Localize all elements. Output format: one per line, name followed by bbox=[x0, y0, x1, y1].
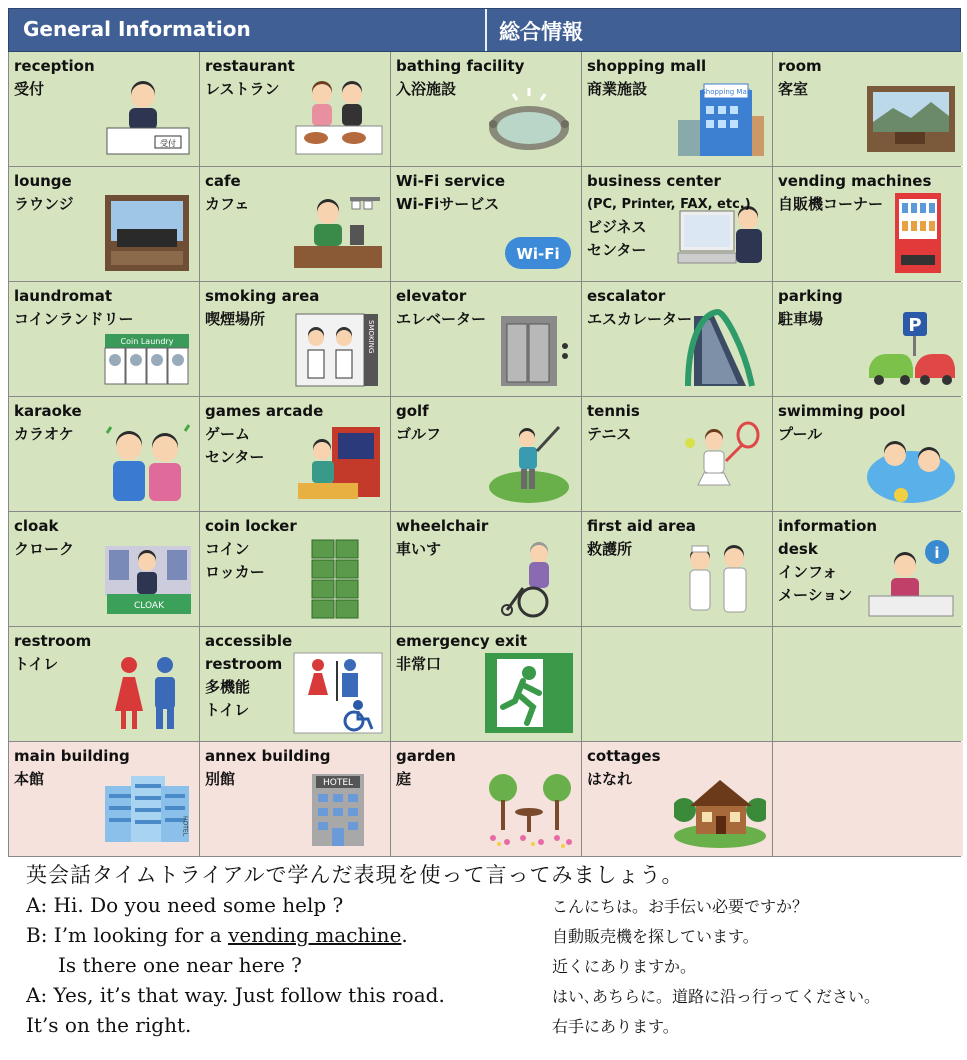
facility-cell-cottages bbox=[582, 742, 772, 856]
facility-name-ja2: メーション bbox=[778, 586, 853, 604]
empty-cell bbox=[773, 742, 963, 856]
facility-name-ja: 別館 bbox=[205, 770, 236, 788]
facility-cell-business-center bbox=[582, 167, 772, 281]
facility-cell-room bbox=[773, 52, 963, 166]
facility-name-ja: 救護所 bbox=[587, 540, 633, 558]
svg-text:Coin Laundry: Coin Laundry bbox=[120, 337, 174, 346]
facility-name-en: escalator bbox=[587, 287, 666, 305]
facility-label bbox=[587, 170, 751, 262]
facility-name-ja: 商業施設 bbox=[587, 80, 648, 98]
facility-name-ja: レストラン bbox=[205, 80, 280, 98]
facility-name-en: games arcade bbox=[205, 402, 324, 420]
dialog-line bbox=[26, 920, 956, 950]
facility-cell-shopping-mall bbox=[582, 52, 772, 166]
facility-label bbox=[587, 55, 706, 101]
facility-label bbox=[396, 400, 441, 446]
dialog-en-post: . bbox=[401, 923, 408, 947]
facility-label bbox=[778, 170, 931, 216]
header-title-ja: 総合情報 bbox=[499, 20, 583, 44]
facility-label bbox=[205, 515, 297, 584]
facility-name-ja: 多機能 bbox=[205, 678, 251, 696]
facility-label bbox=[778, 515, 877, 607]
dialog-line bbox=[26, 980, 956, 1010]
facility-label bbox=[205, 55, 295, 101]
facility-name-ja: 本館 bbox=[14, 770, 45, 788]
facility-name-en: annex building bbox=[205, 747, 331, 765]
info-sheet bbox=[8, 8, 961, 857]
facility-name-ja2: センター bbox=[587, 241, 647, 259]
facility-cell-swimming-pool bbox=[773, 397, 963, 511]
facility-label bbox=[14, 630, 91, 676]
facility-name-ja2: トイレ bbox=[205, 701, 250, 719]
facility-label bbox=[14, 400, 82, 446]
dialog-ja: こんにちは。お手伝い必要ですか？ bbox=[552, 897, 809, 916]
dialog-intro: 英会話タイムトライアルで学んだ表現を使って言ってみましょう。 bbox=[26, 863, 684, 887]
facility-name-ja: エスカレーター bbox=[587, 310, 693, 328]
facility-name-ja: コイン bbox=[205, 540, 250, 558]
facility-cell-smoking-area bbox=[200, 282, 390, 396]
facility-cell-annex-building bbox=[200, 742, 390, 856]
facility-cell-karaoke bbox=[9, 397, 199, 511]
svg-text:HOTEL: HOTEL bbox=[181, 816, 189, 837]
facility-label bbox=[396, 285, 486, 331]
facility-label bbox=[205, 170, 249, 216]
facility-cell-parking bbox=[773, 282, 963, 396]
facility-name-ja: テニス bbox=[587, 425, 632, 443]
facility-name-en: shopping mall bbox=[587, 57, 707, 75]
dialog-ja: 右手にあります。 bbox=[552, 1017, 679, 1036]
svg-text:P: P bbox=[908, 315, 922, 336]
facility-name-en: cloak bbox=[14, 517, 59, 535]
facility-name-en: restaurant bbox=[205, 57, 295, 75]
dialog-en: A: Yes, it’s that way. Just follow this road. bbox=[26, 983, 445, 1007]
facility-name-en: karaoke bbox=[14, 402, 82, 420]
facility-name-en: room bbox=[778, 57, 822, 75]
facility-name-en2: restroom bbox=[205, 655, 283, 673]
dialog-en: Is there one near here ? bbox=[58, 953, 302, 977]
information-icon bbox=[865, 536, 957, 620]
facility-cell-coin-locker bbox=[200, 512, 390, 626]
facility-label bbox=[778, 400, 905, 446]
restroom-icon bbox=[101, 651, 193, 735]
facility-cell-cloak bbox=[9, 512, 199, 626]
facility-cell-games-arcade bbox=[200, 397, 390, 511]
facility-cell-golf bbox=[391, 397, 581, 511]
facility-name-en: smoking area bbox=[205, 287, 320, 305]
facility-name-en: golf bbox=[396, 402, 429, 420]
dialog-en bbox=[26, 920, 408, 950]
facility-cell-first-aid-area bbox=[582, 512, 772, 626]
facility-name-en: tennis bbox=[587, 402, 640, 420]
facility-name-ja: 駐車場 bbox=[778, 310, 824, 328]
facility-cell-main-building bbox=[9, 742, 199, 856]
facility-name-en2: desk bbox=[778, 540, 818, 558]
facility-cell-reception bbox=[9, 52, 199, 166]
tennis-icon bbox=[674, 421, 766, 505]
facility-cell-cafe bbox=[200, 167, 390, 281]
facility-name-en: coin locker bbox=[205, 517, 297, 535]
facility-name-ja: カフェ bbox=[205, 195, 250, 213]
facility-label bbox=[14, 170, 74, 216]
svg-text:i: i bbox=[934, 544, 940, 562]
facility-label bbox=[396, 745, 456, 791]
facility-cell-vending-machines bbox=[773, 167, 963, 281]
empty-cell bbox=[582, 627, 772, 741]
facility-name-ja: ゲーム bbox=[205, 425, 251, 443]
facility-name-ja: 自販機コーナー bbox=[778, 195, 884, 213]
golf-icon bbox=[483, 421, 575, 505]
dialog-ja: はい､あちらに。道路に沿っ行ってください。 bbox=[552, 987, 881, 1006]
dialog-ja: 近くにありますか。 bbox=[552, 957, 697, 976]
accessible-restroom-icon bbox=[292, 651, 384, 735]
facility-name-en: cafe bbox=[205, 172, 241, 190]
facility-cell-accessible bbox=[200, 627, 390, 741]
facility-name-en: bathing facility bbox=[396, 57, 525, 75]
facility-label bbox=[396, 55, 524, 101]
facility-name-ja: 非常口 bbox=[396, 655, 442, 673]
facility-label bbox=[205, 630, 292, 722]
facility-name-en: accessible bbox=[205, 632, 293, 650]
facility-name-en: lounge bbox=[14, 172, 72, 190]
facility-label bbox=[587, 400, 640, 446]
lounge-icon bbox=[101, 191, 193, 275]
facility-name-en: business center bbox=[587, 172, 721, 190]
facility-name-ja: 客室 bbox=[778, 80, 809, 98]
facility-name-ja: 喫煙場所 bbox=[205, 310, 266, 328]
elevator-icon bbox=[483, 306, 575, 390]
facility-name-en: emergency exit bbox=[396, 632, 528, 650]
reception-icon bbox=[101, 76, 193, 160]
facility-name-en: vending machines bbox=[778, 172, 932, 190]
facility-label bbox=[14, 285, 134, 331]
header-bar bbox=[8, 8, 961, 52]
facility-name-en: information bbox=[778, 517, 878, 535]
facility-label bbox=[14, 745, 130, 791]
facility-label bbox=[205, 285, 319, 331]
facility-name-ja: ゴルフ bbox=[396, 425, 442, 443]
restaurant-icon bbox=[292, 76, 384, 160]
facility-grid bbox=[8, 52, 961, 857]
facility-name-en: parking bbox=[778, 287, 843, 305]
facility-name-en: laundromat bbox=[14, 287, 112, 305]
dialog-line bbox=[26, 890, 956, 920]
facility-label bbox=[205, 400, 323, 469]
facility-name-en: elevator bbox=[396, 287, 467, 305]
facility-name-ja: ビジネス bbox=[587, 218, 647, 236]
cafe-icon bbox=[292, 191, 384, 275]
facility-name-ja: トイレ bbox=[14, 655, 59, 673]
facility-label bbox=[205, 745, 331, 791]
wheelchair-icon bbox=[483, 536, 575, 620]
svg-text:CLOAK: CLOAK bbox=[134, 601, 164, 611]
facility-cell-elevator bbox=[391, 282, 581, 396]
facility-cell-information bbox=[773, 512, 963, 626]
facility-name-ja: コインランドリー bbox=[14, 310, 134, 328]
svg-text:Shopping Mall: Shopping Mall bbox=[701, 88, 751, 96]
facility-name-en: garden bbox=[396, 747, 456, 765]
facility-name-ja: 入浴施設 bbox=[396, 80, 457, 98]
facility-name-ja: インフォ bbox=[778, 563, 838, 581]
facility-cell-restroom bbox=[9, 627, 199, 741]
facility-name-ja: 受付 bbox=[14, 80, 45, 98]
garden-icon bbox=[483, 766, 575, 850]
cloak-icon bbox=[101, 536, 193, 620]
header-title-en: General Information bbox=[23, 17, 251, 41]
svg-text:Wi-Fi: Wi-Fi bbox=[516, 245, 560, 263]
facility-cell-tennis bbox=[582, 397, 772, 511]
dialog-line bbox=[26, 950, 956, 980]
dialog-en: A: Hi. Do you need some help ? bbox=[26, 893, 344, 917]
facility-name-ja2: ロッカー bbox=[205, 563, 265, 581]
dialog-en: It’s on the right. bbox=[26, 1013, 192, 1037]
facility-name-en: swimming pool bbox=[778, 402, 906, 420]
facility-label bbox=[396, 170, 505, 216]
facility-name-ja: ラウンジ bbox=[14, 195, 74, 213]
cottage-icon bbox=[674, 766, 766, 850]
facility-cell-restaurant bbox=[200, 52, 390, 166]
facility-cell-wi-fi-service bbox=[391, 167, 581, 281]
facility-name-en2: (PC, Printer, FAX, etc.) bbox=[587, 197, 751, 212]
empty-cell bbox=[773, 627, 963, 741]
facility-label bbox=[587, 515, 696, 561]
facility-name-en: reception bbox=[14, 57, 95, 75]
facility-cell-escalator bbox=[582, 282, 772, 396]
facility-name-ja: プール bbox=[778, 425, 823, 443]
dialog-line bbox=[26, 1010, 956, 1040]
facility-name-ja2: センター bbox=[205, 448, 265, 466]
dialog-section bbox=[26, 860, 956, 1040]
facility-name-ja: クローク bbox=[14, 540, 75, 558]
facility-label bbox=[778, 55, 822, 101]
facility-cell-bathing-facility bbox=[391, 52, 581, 166]
facility-label bbox=[587, 745, 661, 791]
dialog-ja: 自動販売機を探しています。 bbox=[552, 927, 759, 946]
facility-label bbox=[587, 285, 692, 331]
facility-name-ja: エレベーター bbox=[396, 310, 487, 328]
dialog-keyword: vending machine bbox=[228, 923, 402, 947]
facility-name-en: restroom bbox=[14, 632, 92, 650]
facility-name-en: Wi-Fi service bbox=[396, 172, 506, 190]
locker-icon bbox=[292, 536, 384, 620]
facility-name-en: wheelchair bbox=[396, 517, 489, 535]
facility-label bbox=[778, 285, 843, 331]
facility-name-ja: Wi-Fiサービス bbox=[396, 195, 500, 213]
facility-name-en: main building bbox=[14, 747, 130, 765]
svg-text:SMOKING: SMOKING bbox=[367, 320, 375, 354]
facility-name-ja: カラオケ bbox=[14, 425, 74, 443]
facility-name-en: first aid area bbox=[587, 517, 696, 535]
parking-icon bbox=[865, 306, 957, 390]
facility-label bbox=[396, 630, 527, 676]
header-divider bbox=[485, 9, 487, 51]
facility-cell-laundromat bbox=[9, 282, 199, 396]
facility-label bbox=[14, 55, 95, 101]
room-icon bbox=[865, 76, 957, 160]
facility-label bbox=[14, 515, 74, 561]
facility-cell-wheelchair bbox=[391, 512, 581, 626]
karaoke-icon bbox=[101, 421, 193, 505]
dialog-en-pre: B: I’m looking for a bbox=[26, 923, 229, 947]
facility-name-ja: はなれ bbox=[587, 770, 633, 788]
facility-cell-garden bbox=[391, 742, 581, 856]
facility-name-en: cottages bbox=[587, 747, 661, 765]
svg-text:HOTEL: HOTEL bbox=[322, 778, 354, 788]
svg-text:受付: 受付 bbox=[160, 139, 176, 148]
facility-cell-lounge bbox=[9, 167, 199, 281]
facility-cell-emergency-exit bbox=[391, 627, 581, 741]
facility-name-ja: 庭 bbox=[396, 770, 412, 788]
facility-name-ja: 車いす bbox=[396, 540, 442, 558]
facility-label bbox=[396, 515, 488, 561]
